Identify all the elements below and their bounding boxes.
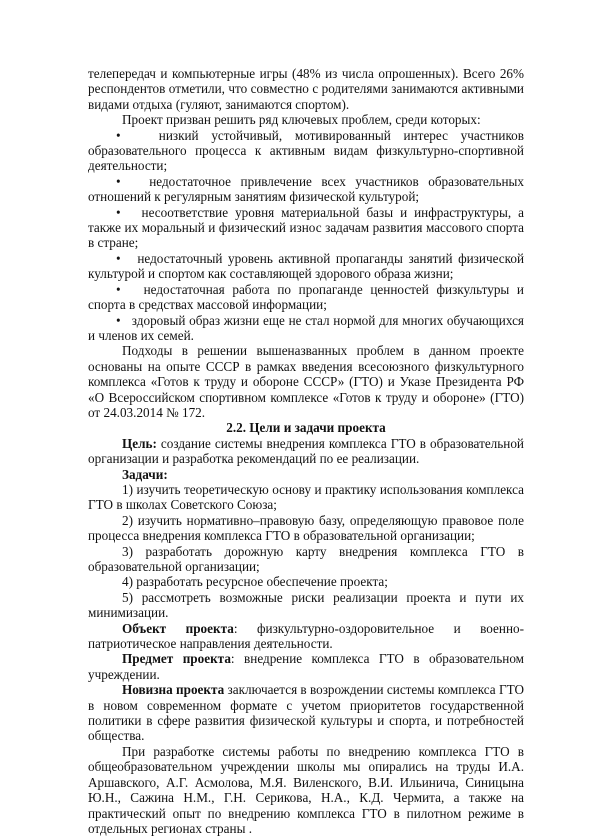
task-item: 3) разработать дорожную карту внедрения комплекса ГТО в образовательной организации; (88, 543, 524, 574)
task-item: 4) разработать ресурсное обеспечение проекта; (122, 574, 388, 590)
closing-paragraph: При разработке системы работы по внедрению комплекса ГТО в общеобразовательном учреждении школы мы опирались на труды И.А. Аршавского, А.Г. Асмолова, М.Я. Виленского, В.И. Ильинича, Синицына Ю.Н., Сажина Н.М., Г.Н. Сериковa, Н.А., К.Д. Чермита, а также на практический опыт по внедрению комплекса ГТО в пилотном режиме в отдельных регионах страны . (88, 743, 524, 836)
problem-list (88, 128, 524, 344)
novelty-text: заключается в возрождении системы комплекса ГТО в новом современном формате с учетом приоритетов государственной политики в сфере развития физической культуры и спорта, и потребностей общества. (88, 682, 524, 744)
problem-item (88, 128, 524, 174)
problem-item-text: здоровый образ жизни еще не стал нормой для многих обучающихся и членов их семей. (88, 312, 524, 343)
subject-paragraph (88, 651, 524, 682)
object-label: Объект проекта (122, 620, 234, 636)
task-item: 5) рассмотреть возможные риски реализации проекта и пути их минимизации. (88, 589, 524, 621)
task-item: 1) изучить теоретическую основу и практику использования комплекса ГТО в школах Советского Союза; (88, 481, 524, 513)
task-list (88, 482, 524, 621)
bullet-symbol: • (116, 127, 121, 143)
intro-paragraph: телепередач и компьютерные игры (48% из числа опрошенных). Всего 26% респондентов отметили, что совместно с родителями занимаются активными видами отдыха (гуляют, занимаются спортом). (88, 66, 524, 112)
object-paragraph (88, 621, 524, 652)
problem-item-text: несоответствие уровня материальной базы и инфраструктуры, а также их моральный и физический износ задачам развития массового спорта в стране; (88, 204, 524, 251)
task-item: 2) изучить нормативно–правовую базу, определяющую правовое поле процесса внедрения комплекса ГТО в образовательной организации; (88, 512, 524, 544)
problem-item-text: низкий устойчивый, мотивированный интерес участников образовательного процесса к активным видам физкультурно-спортивной деятельности; (88, 127, 525, 174)
problem-item (88, 205, 524, 251)
document-body (88, 66, 524, 836)
subject-label: Предмет проекта (122, 651, 231, 667)
tasks-label: Задачи: (122, 466, 168, 482)
novelty-label: Новизна проекта (122, 682, 225, 698)
goal-label: Цель: (122, 435, 157, 451)
problem-item (88, 251, 524, 282)
object-text: : физкультурно-оздоровительное и военно-патриотическое направления деятельности. (88, 620, 524, 652)
goal-text: создание системы внедрения комплекса ГТО в образовательной организации и разработка рекомендаций по ее реализации. (88, 435, 524, 467)
problem-item-text: недостаточное привлечение всех участников образовательных отношений к регулярным занятиям физической культурой; (88, 173, 525, 205)
bullet-symbol: • (116, 312, 121, 328)
section-heading: 2.2. Цели и задачи проекта (226, 420, 386, 436)
novelty-paragraph (88, 682, 524, 744)
problem-item (88, 174, 524, 205)
tasks-heading (88, 467, 524, 482)
problem-item-text: недостаточная работа по пропаганде ценностей физкультуры и спорта в средствах массовой информации; (88, 281, 524, 313)
bullet-symbol: • (116, 250, 121, 266)
subject-text: : внедрение комплекса ГТО в образовательном учреждении. (88, 651, 525, 682)
problem-item (88, 313, 524, 344)
bullet-symbol: • (116, 204, 121, 220)
bullet-symbol: • (116, 281, 121, 297)
problem-item (88, 282, 524, 313)
approaches-paragraph: Подходы в решении вышеназванных проблем в данном проекте основаны на опыте СССР в рамках введения всесоюзного физкультурного комплекса «Готов к труду и обороне СССР» (ГТО) и Указе Президента РФ «О Всероссийском спортивном комплексе «Готов к труду и обороне» (ГТО) от 24.03.2014 № 172. (88, 343, 524, 420)
bullet-symbol: • (116, 173, 121, 189)
goal-paragraph (88, 436, 524, 467)
problems-intro: Проект призван решить ряд ключевых проблем, среди которых: (122, 112, 481, 128)
problem-item-text: недостаточный уровень активной пропаганды занятий физической культурой и спортом как составляющей здорового образа жизни; (88, 250, 524, 282)
